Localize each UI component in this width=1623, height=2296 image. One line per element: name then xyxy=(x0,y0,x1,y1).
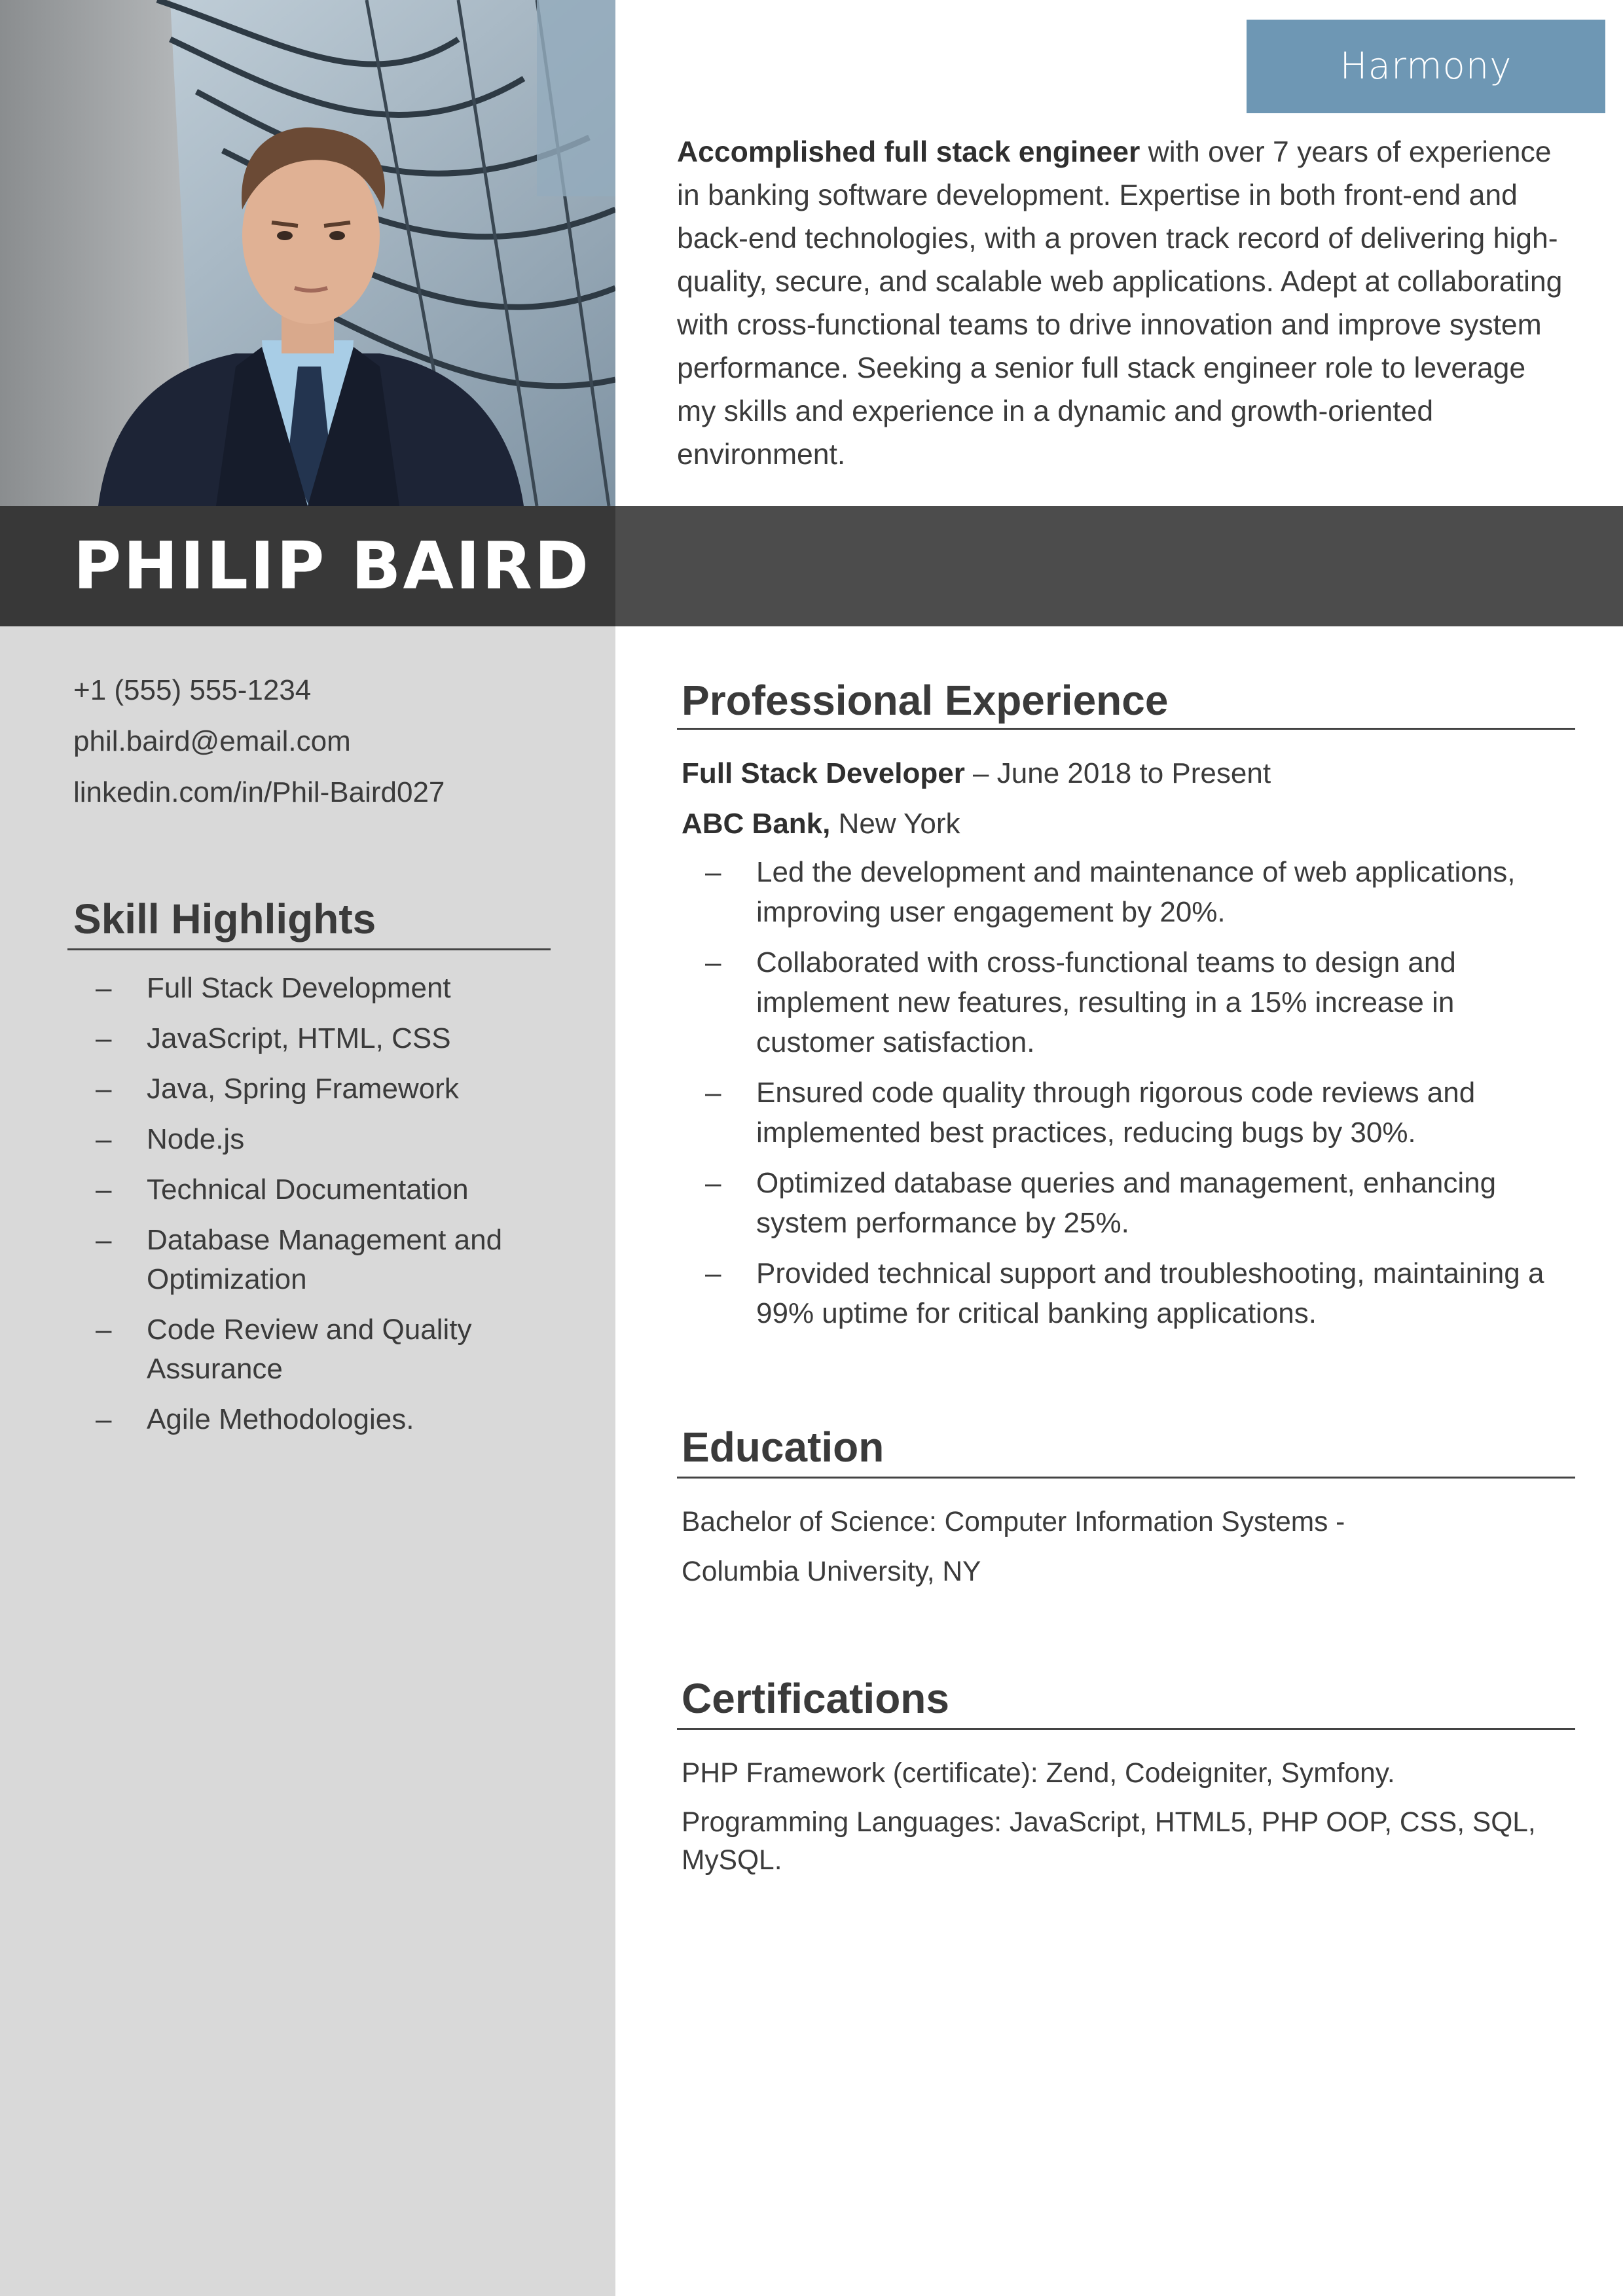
bullet-text: Collaborated with cross-functional teams to design and implement new features, resulting in a 15% increase in customer satisfaction. xyxy=(756,946,1456,1058)
bullet-dash: – xyxy=(705,1167,721,1199)
contact-email: phil.baird@email.com xyxy=(73,725,351,757)
skill-label: Node.js xyxy=(147,1123,245,1155)
bullet-dash: – xyxy=(705,1077,721,1109)
skill-item xyxy=(73,1069,558,1109)
skill-label: Code Review and Quality Assurance xyxy=(147,1314,472,1385)
skills-divider xyxy=(67,948,551,950)
education-divider xyxy=(677,1477,1575,1479)
skill-item xyxy=(73,1400,558,1439)
job-title: Full Stack Developer xyxy=(682,757,965,789)
experience-divider xyxy=(677,728,1575,730)
skill-label: Full Stack Development xyxy=(147,972,451,1004)
skill-item xyxy=(73,1170,558,1210)
bullet-text: Optimized database queries and management, enhancing system performance by 25%. xyxy=(756,1167,1497,1239)
certification-item: PHP Framework (certificate): Zend, Codeigniter, Symfony. xyxy=(682,1758,1395,1789)
skill-dash: – xyxy=(96,1314,112,1346)
experience-bullet xyxy=(682,852,1578,932)
company-name: ABC Bank, xyxy=(682,808,831,840)
job-title-line xyxy=(682,754,1271,793)
skill-item xyxy=(73,969,558,1008)
certifications-heading: Certifications xyxy=(682,1675,949,1722)
skill-item xyxy=(73,1120,558,1159)
candidate-name: PHILIP BAIRD xyxy=(73,528,591,604)
contact-linkedin: linkedin.com/in/Phil-Baird027 xyxy=(73,776,445,808)
job-dates: – June 2018 to Present xyxy=(964,757,1271,789)
skill-label: JavaScript, HTML, CSS xyxy=(147,1022,451,1054)
certifications-divider xyxy=(677,1728,1575,1730)
contact-phone: +1 (555) 555-1234 xyxy=(73,674,312,706)
company-location: New York xyxy=(830,808,960,840)
skill-dash: – xyxy=(96,1403,112,1435)
experience-bullet xyxy=(682,1073,1578,1153)
summary-paragraph xyxy=(677,131,1569,476)
summary-lead: Accomplished full stack engineer xyxy=(677,136,1140,168)
education-heading: Education xyxy=(682,1424,884,1471)
bullet-dash: – xyxy=(705,1257,721,1289)
education-degree: Bachelor of Science: Computer Information Systems - xyxy=(682,1507,1345,1537)
skill-dash: – xyxy=(96,1022,112,1054)
skill-dash: – xyxy=(96,1174,112,1206)
profile-photo xyxy=(0,0,615,506)
skills-heading: Skill Highlights xyxy=(73,895,376,942)
contact-list xyxy=(73,665,445,818)
bullet-dash: – xyxy=(705,946,721,978)
experience-bullet xyxy=(682,942,1578,1062)
certification-item: Programming Languages: JavaScript, HTML5, PHP OOP, CSS, SQL, MySQL. xyxy=(682,1807,1536,1876)
bullet-dash: – xyxy=(705,856,721,888)
bullet-text: Provided technical support and troubleshooting, maintaining a 99% uptime for critical banking applications. xyxy=(756,1257,1544,1329)
summary-text: with over 7 years of experience in banking software development. Expertise in both front-end and back-end technologies, with a proven track record of delivering high-quality, secure, and scalable web applications. Adept at collaborating with cross-functional teams to drive innovation and improve system performance. Seeking a senior full stack engineer role to leverage my skills and experience in a dynamic and growth-oriented environment. xyxy=(677,136,1563,471)
bullet-text: Ensured code quality through rigorous code reviews and implemented best practices, reducing bugs by 30%. xyxy=(756,1077,1476,1149)
skill-dash: – xyxy=(96,972,112,1004)
skill-label: Database Management and Optimization xyxy=(147,1224,503,1295)
skill-item xyxy=(73,1310,558,1389)
skill-label: Technical Documentation xyxy=(147,1174,469,1206)
skill-item xyxy=(73,1221,558,1299)
company-line xyxy=(682,804,960,844)
skill-dash: – xyxy=(96,1224,112,1256)
skills-list xyxy=(73,969,558,1450)
experience-bullet xyxy=(682,1253,1578,1333)
experience-bullets xyxy=(682,852,1578,1344)
experience-bullet xyxy=(682,1163,1578,1243)
education-school: Columbia University, NY xyxy=(682,1556,981,1587)
bullet-text: Led the development and maintenance of web applications, improving user engagement by 20%. xyxy=(756,856,1516,928)
experience-heading: Professional Experience xyxy=(682,677,1169,724)
skill-dash: – xyxy=(96,1073,112,1105)
skill-label: Java, Spring Framework xyxy=(147,1073,459,1105)
skill-label: Agile Methodologies. xyxy=(147,1403,414,1435)
template-tag: Harmony xyxy=(1247,20,1605,113)
skill-item xyxy=(73,1019,558,1058)
skill-dash: – xyxy=(96,1123,112,1155)
